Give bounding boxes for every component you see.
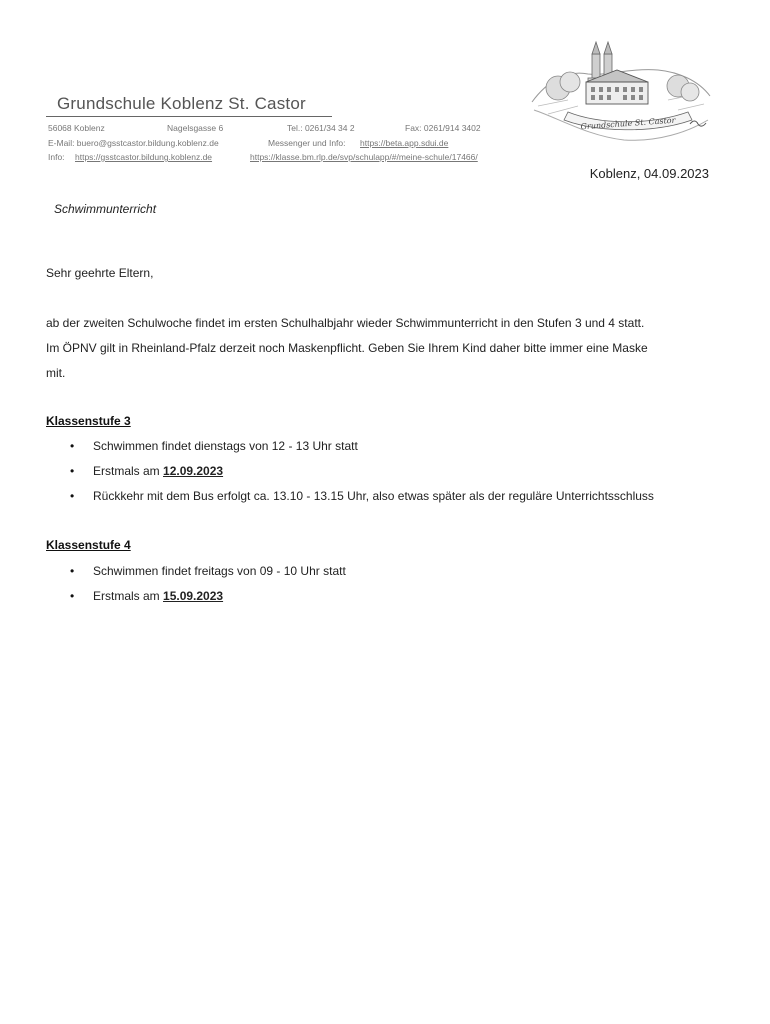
first-date-prefix: Erstmals am [93, 589, 164, 603]
address-street: Nagelsgasse 6 [167, 123, 224, 133]
bullet-dot: • [70, 464, 75, 478]
list-item: Schwimmen findet freitags von 09 - 10 Uhr statt [93, 564, 346, 578]
list-item-first-date [93, 464, 223, 478]
first-date-value: 12.09.2023 [163, 464, 224, 478]
list-item: Rückkehr mit dem Bus erfolgt ca. 13.10 - 13.15 Uhr, also etwas später als der reguläre Unterrichtsschluss [93, 489, 654, 503]
letter-subject: Schwimmunterricht [54, 202, 157, 216]
schulapp-link-text[interactable]: https://klasse.bm.rlp.de/svp/schulapp/#/meine-schule/17466/ [250, 152, 478, 162]
section-title-klassenstufe-4: Klassenstufe 4 [46, 538, 131, 552]
phone-number: Tel.: 0261/34 34 2 [287, 123, 355, 133]
body-line-2: Im ÖPNV gilt in Rheinland-Pfalz derzeit noch Maskenpflicht. Geben Sie Ihrem Kind daher bitte immer eine Maske [46, 341, 648, 355]
email-address: E-Mail: buero@gsstcastor.bildung.koblenz.de [48, 138, 219, 148]
body-line-3: mit. [46, 366, 66, 380]
messenger-link[interactable] [360, 138, 448, 148]
bullet-dot: • [70, 564, 75, 578]
bullet-dot: • [70, 589, 75, 603]
letter-date: Koblenz, 04.09.2023 [589, 166, 709, 181]
section-title-klassenstufe-3: Klassenstufe 3 [46, 414, 131, 428]
info-link[interactable] [75, 152, 212, 162]
bullet-dot: • [70, 489, 75, 503]
address-city: 56068 Koblenz [48, 123, 105, 133]
logo-caption: Grundschule St. Castor [580, 115, 676, 132]
school-logo-sketch [528, 40, 714, 150]
info-link-text[interactable]: https://gsstcastor.bildung.koblenz.de [75, 152, 213, 162]
letterhead-divider [46, 116, 332, 117]
school-name: Grundschule Koblenz St. Castor [57, 94, 306, 113]
first-date-value: 15.09.2023 [163, 589, 224, 603]
fax-number: Fax: 0261/914 3402 [405, 123, 481, 133]
body-line-1: ab der zweiten Schulwoche findet im ersten Schulhalbjahr wieder Schwimmunterricht in den Stufen 3 und 4 statt. [46, 316, 645, 330]
schulapp-link[interactable] [250, 152, 478, 162]
list-item: Schwimmen findet dienstags von 12 - 13 Uhr statt [93, 439, 358, 453]
messenger-label: Messenger und Info: [268, 138, 346, 148]
info-label: Info: [48, 152, 65, 162]
bullet-dot: • [70, 439, 75, 453]
salutation: Sehr geehrte Eltern, [46, 266, 154, 280]
first-date-prefix: Erstmals am [93, 464, 164, 478]
messenger-link-text[interactable]: https://beta.app.sdui.de [360, 138, 449, 148]
list-item-first-date [93, 589, 223, 603]
